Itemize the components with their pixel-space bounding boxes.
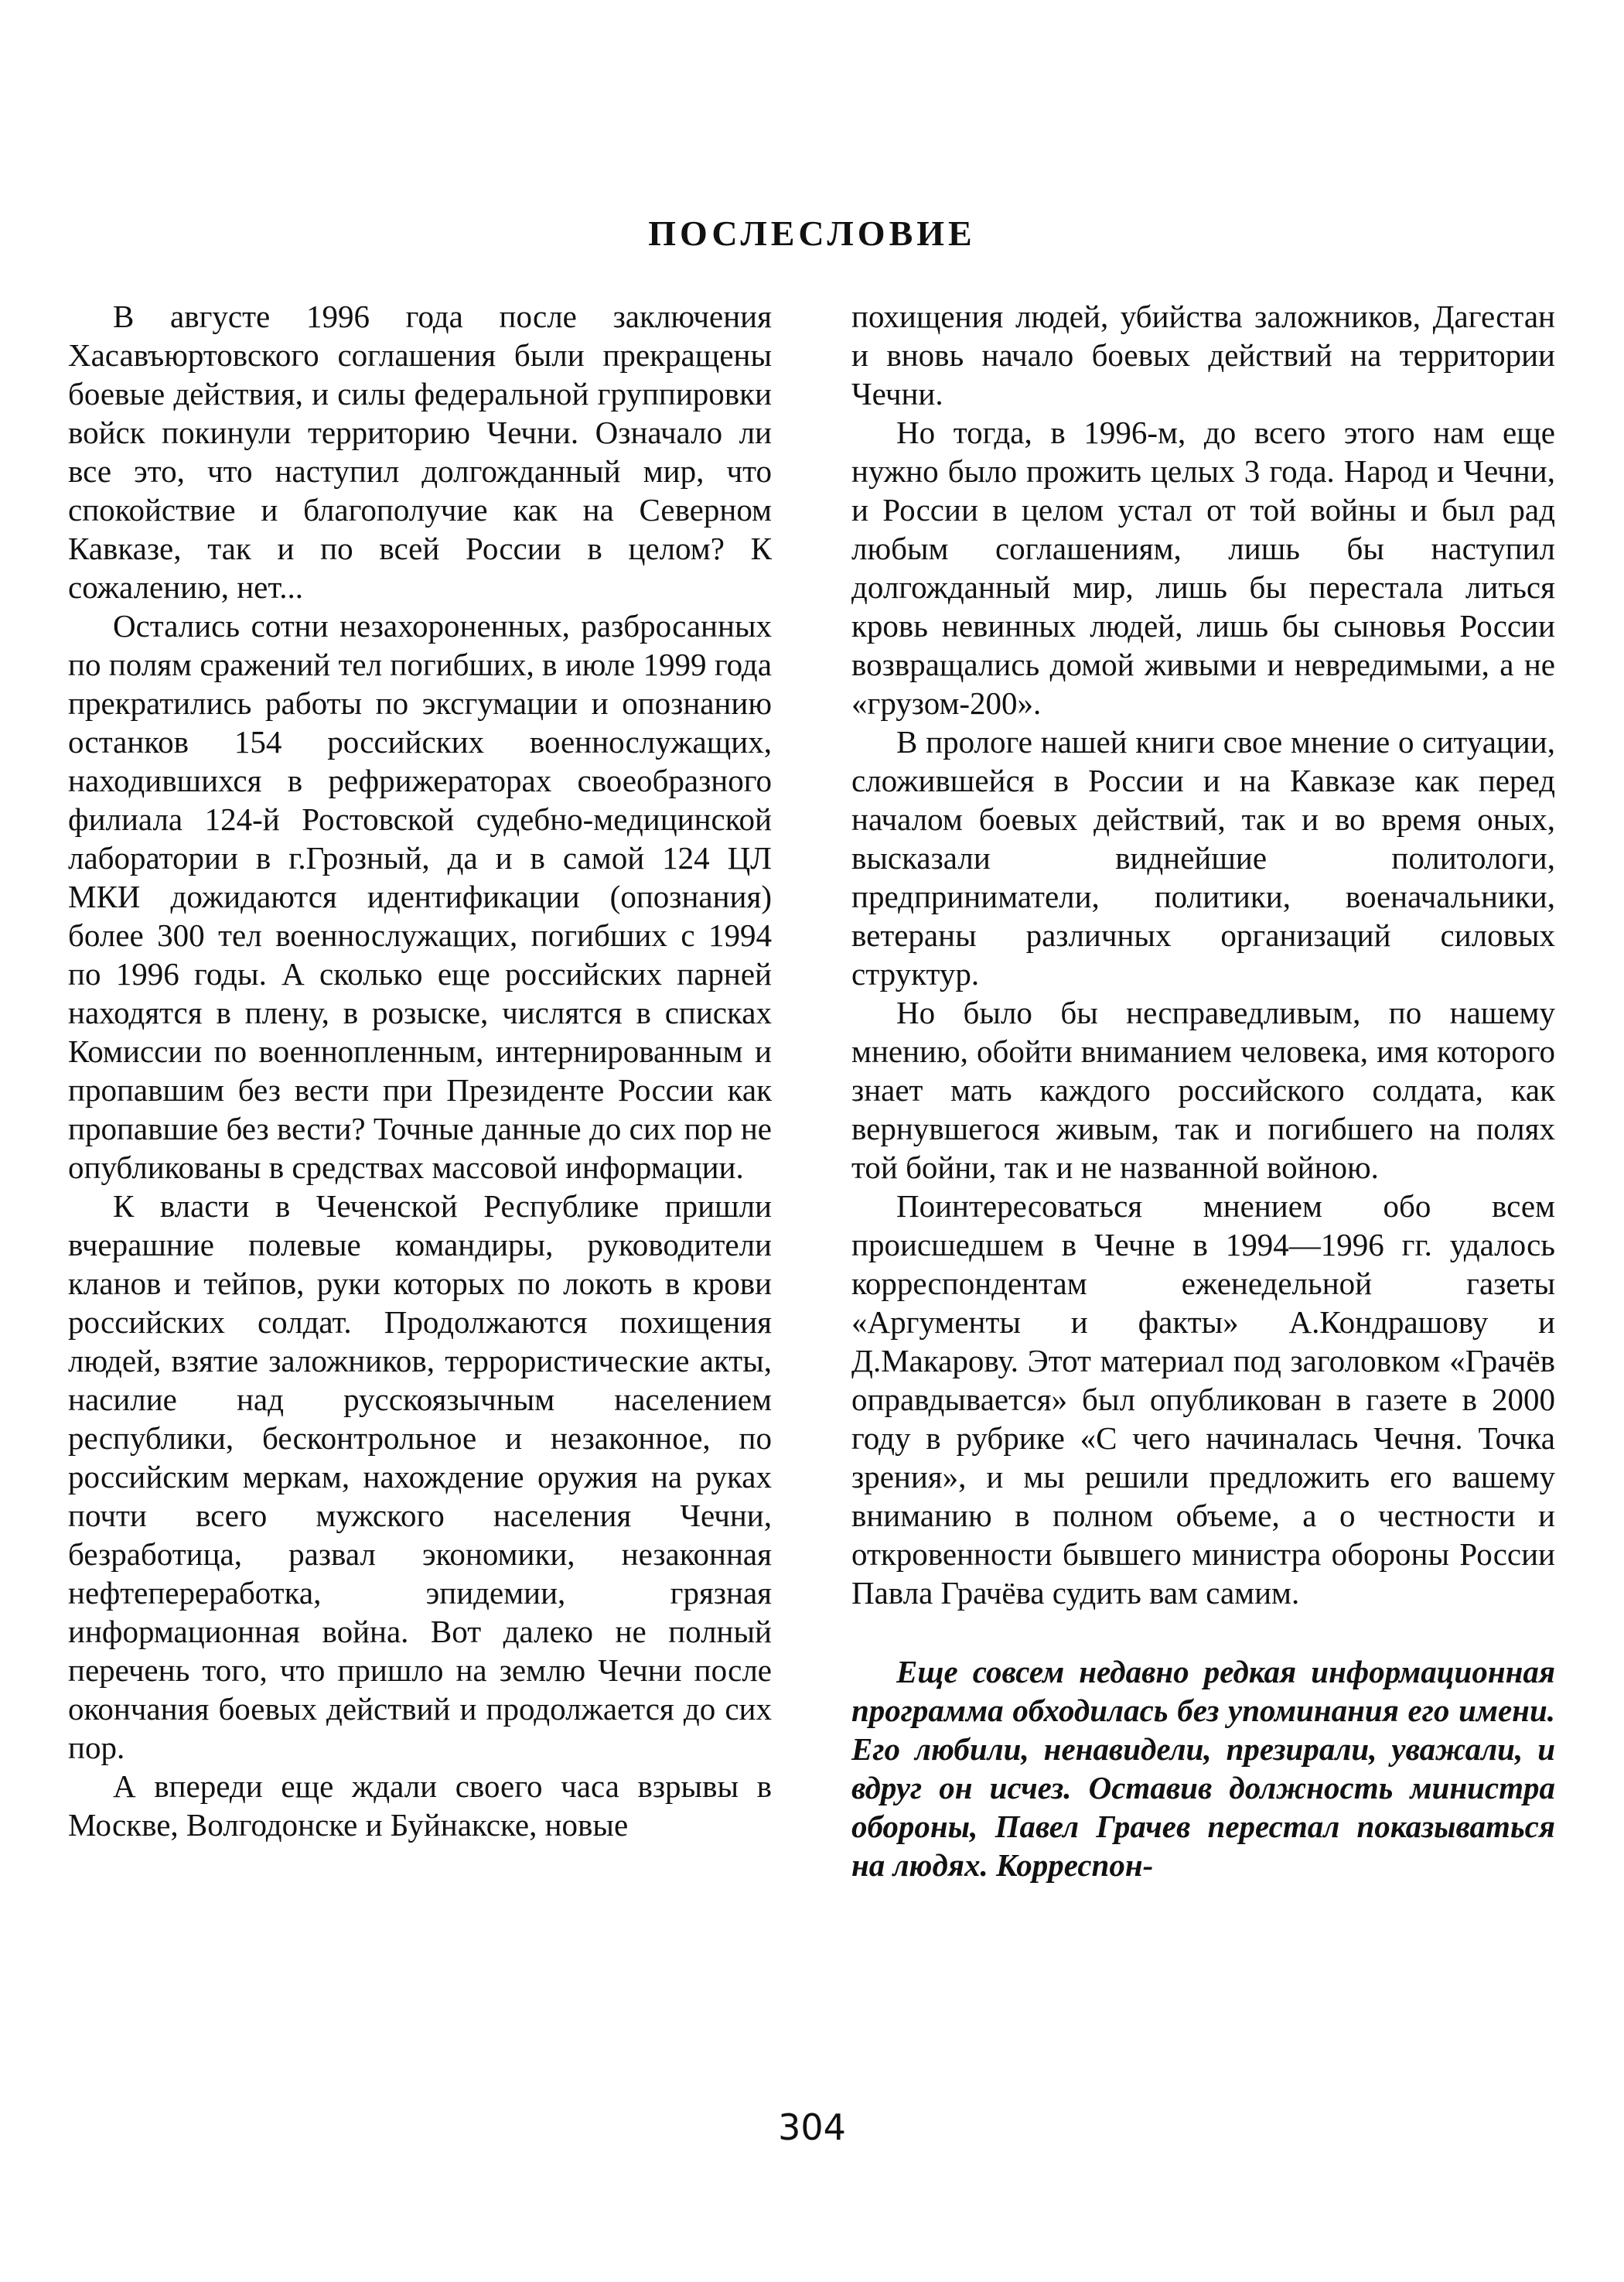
left-column <box>68 297 772 1844</box>
right-paragraph-3: В прологе нашей книги свое мнение о ситуации, сложившейся в России и на Кавказе как перед началом боевых действий, так и во время оных, высказали виднейшие политологи, предприниматели, политики, военачальники, ветераны различных организаций силовых структур. <box>851 724 1555 992</box>
left-paragraph-3: К власти в Чеченской Республике пришли вчерашние полевые командиры, руководители кланов и тейпов, руки которых по локоть в крови российских солдат. Продолжаются похищения людей, взятие заложников, террористические акты, насилие над русскоязычным населением республики, бесконтрольное и незаконное, по российским меркам, нахождение оружия на руках почти всего мужского населения Чечни, безработица, развал экономики, незаконная нефтепереработка, эпидемии, грязная информационная война. Вот далеко не полный перечень того, что пришло на землю Чечни после окончания боевых действий и продолжается до сих пор. <box>68 1188 772 1765</box>
interview-intro: Еще совсем недавно редкая информационная программа обходилась без упоминания его имени. Его любили, ненавидели, презирали, уважали, и вдруг он исчез. Оставив должность министра обороны, Павел Грачев перестал показываться на людях. Корреспон- <box>851 1654 1555 1883</box>
right-paragraph-1: похищения людей, убийства заложников, Дагестан и вновь начало боевых действий на территории Чечни. <box>851 299 1555 412</box>
left-paragraph-1: В августе 1996 года после заключения Хасавъюртовского соглашения были прекращены боевые действия, и силы федеральной группировки войск покинули территорию Чечни. Означало ли все это, что наступил долгожданный мир, что спокойствие и благополучие как на Северном Кавказе, так и по всей России в целом? К сожалению, нет... <box>68 299 772 605</box>
right-paragraph-5: Поинтересоваться мнением обо всем происшедшем в Чечне в 1994—1996 гг. удалось корреспондентам еженедельной газеты «Аргументы и факты» А.Кондрашову и Д.Макарову. Этот материал под заголовком «Грачёв оправдывается» был опубликован в газете в 2000 году в рубрике «С чего начиналась Чечня. Точка зрения», и мы решили предложить его вашему вниманию в полном объеме, а о честности и откровенности бывшего министра обороны России Павла Грачёва судить вам самим. <box>851 1188 1555 1611</box>
chapter-title: ПОСЛЕСЛОВИЕ <box>648 214 976 253</box>
page-number: 304 <box>778 2106 846 2148</box>
left-paragraph-2: Остались сотни незахороненных, разбросанных по полям сражений тел погибших, в июле 1999 года прекратились работы по эксгумации и опознанию останков 154 российских военнослужащих, находившихся в рефрижераторах своеобразного филиала 124-й Ростовской судебно-медицинской лаборатории в г.Грозный, да и в самой 124 ЦЛ МКИ дожидаются идентификации (опознания) более 300 тел военнослужащих, погибших с 1994 по 1996 годы. А сколько еще российских парней находятся в плену, в розыске, числятся в списках Комиссии по военнопленным, интернированным и пропавшим без вести при Президенте России как пропавшие без вести? Точные данные до сих пор не опубликованы в средствах массовой информации. <box>68 608 772 1185</box>
left-paragraph-4: А впереди еще ждали своего часа взрывы в Москве, Волгодонске и Буйнакске, новые <box>68 1768 772 1843</box>
right-paragraph-4: Но было бы несправедливым, по нашему мнению, обойти вниманием человека, имя которого знает мать каждого российского солдата, как вернувшегося живым, так и погибшего на полях той бойни, так и не названной войною. <box>851 995 1555 1185</box>
right-column <box>851 297 1555 1884</box>
right-paragraph-2: Но тогда, в 1996-м, до всего этого нам еще нужно было прожить целых 3 года. Народ и Чечни, и России в целом устал от той войны и был рад любым соглашениям, лишь бы наступил долгожданный мир, лишь бы перестала литься кровь невинных людей, лишь бы сыновья России возвращались домой живыми и невредимыми, а не «грузом-200». <box>851 415 1555 721</box>
